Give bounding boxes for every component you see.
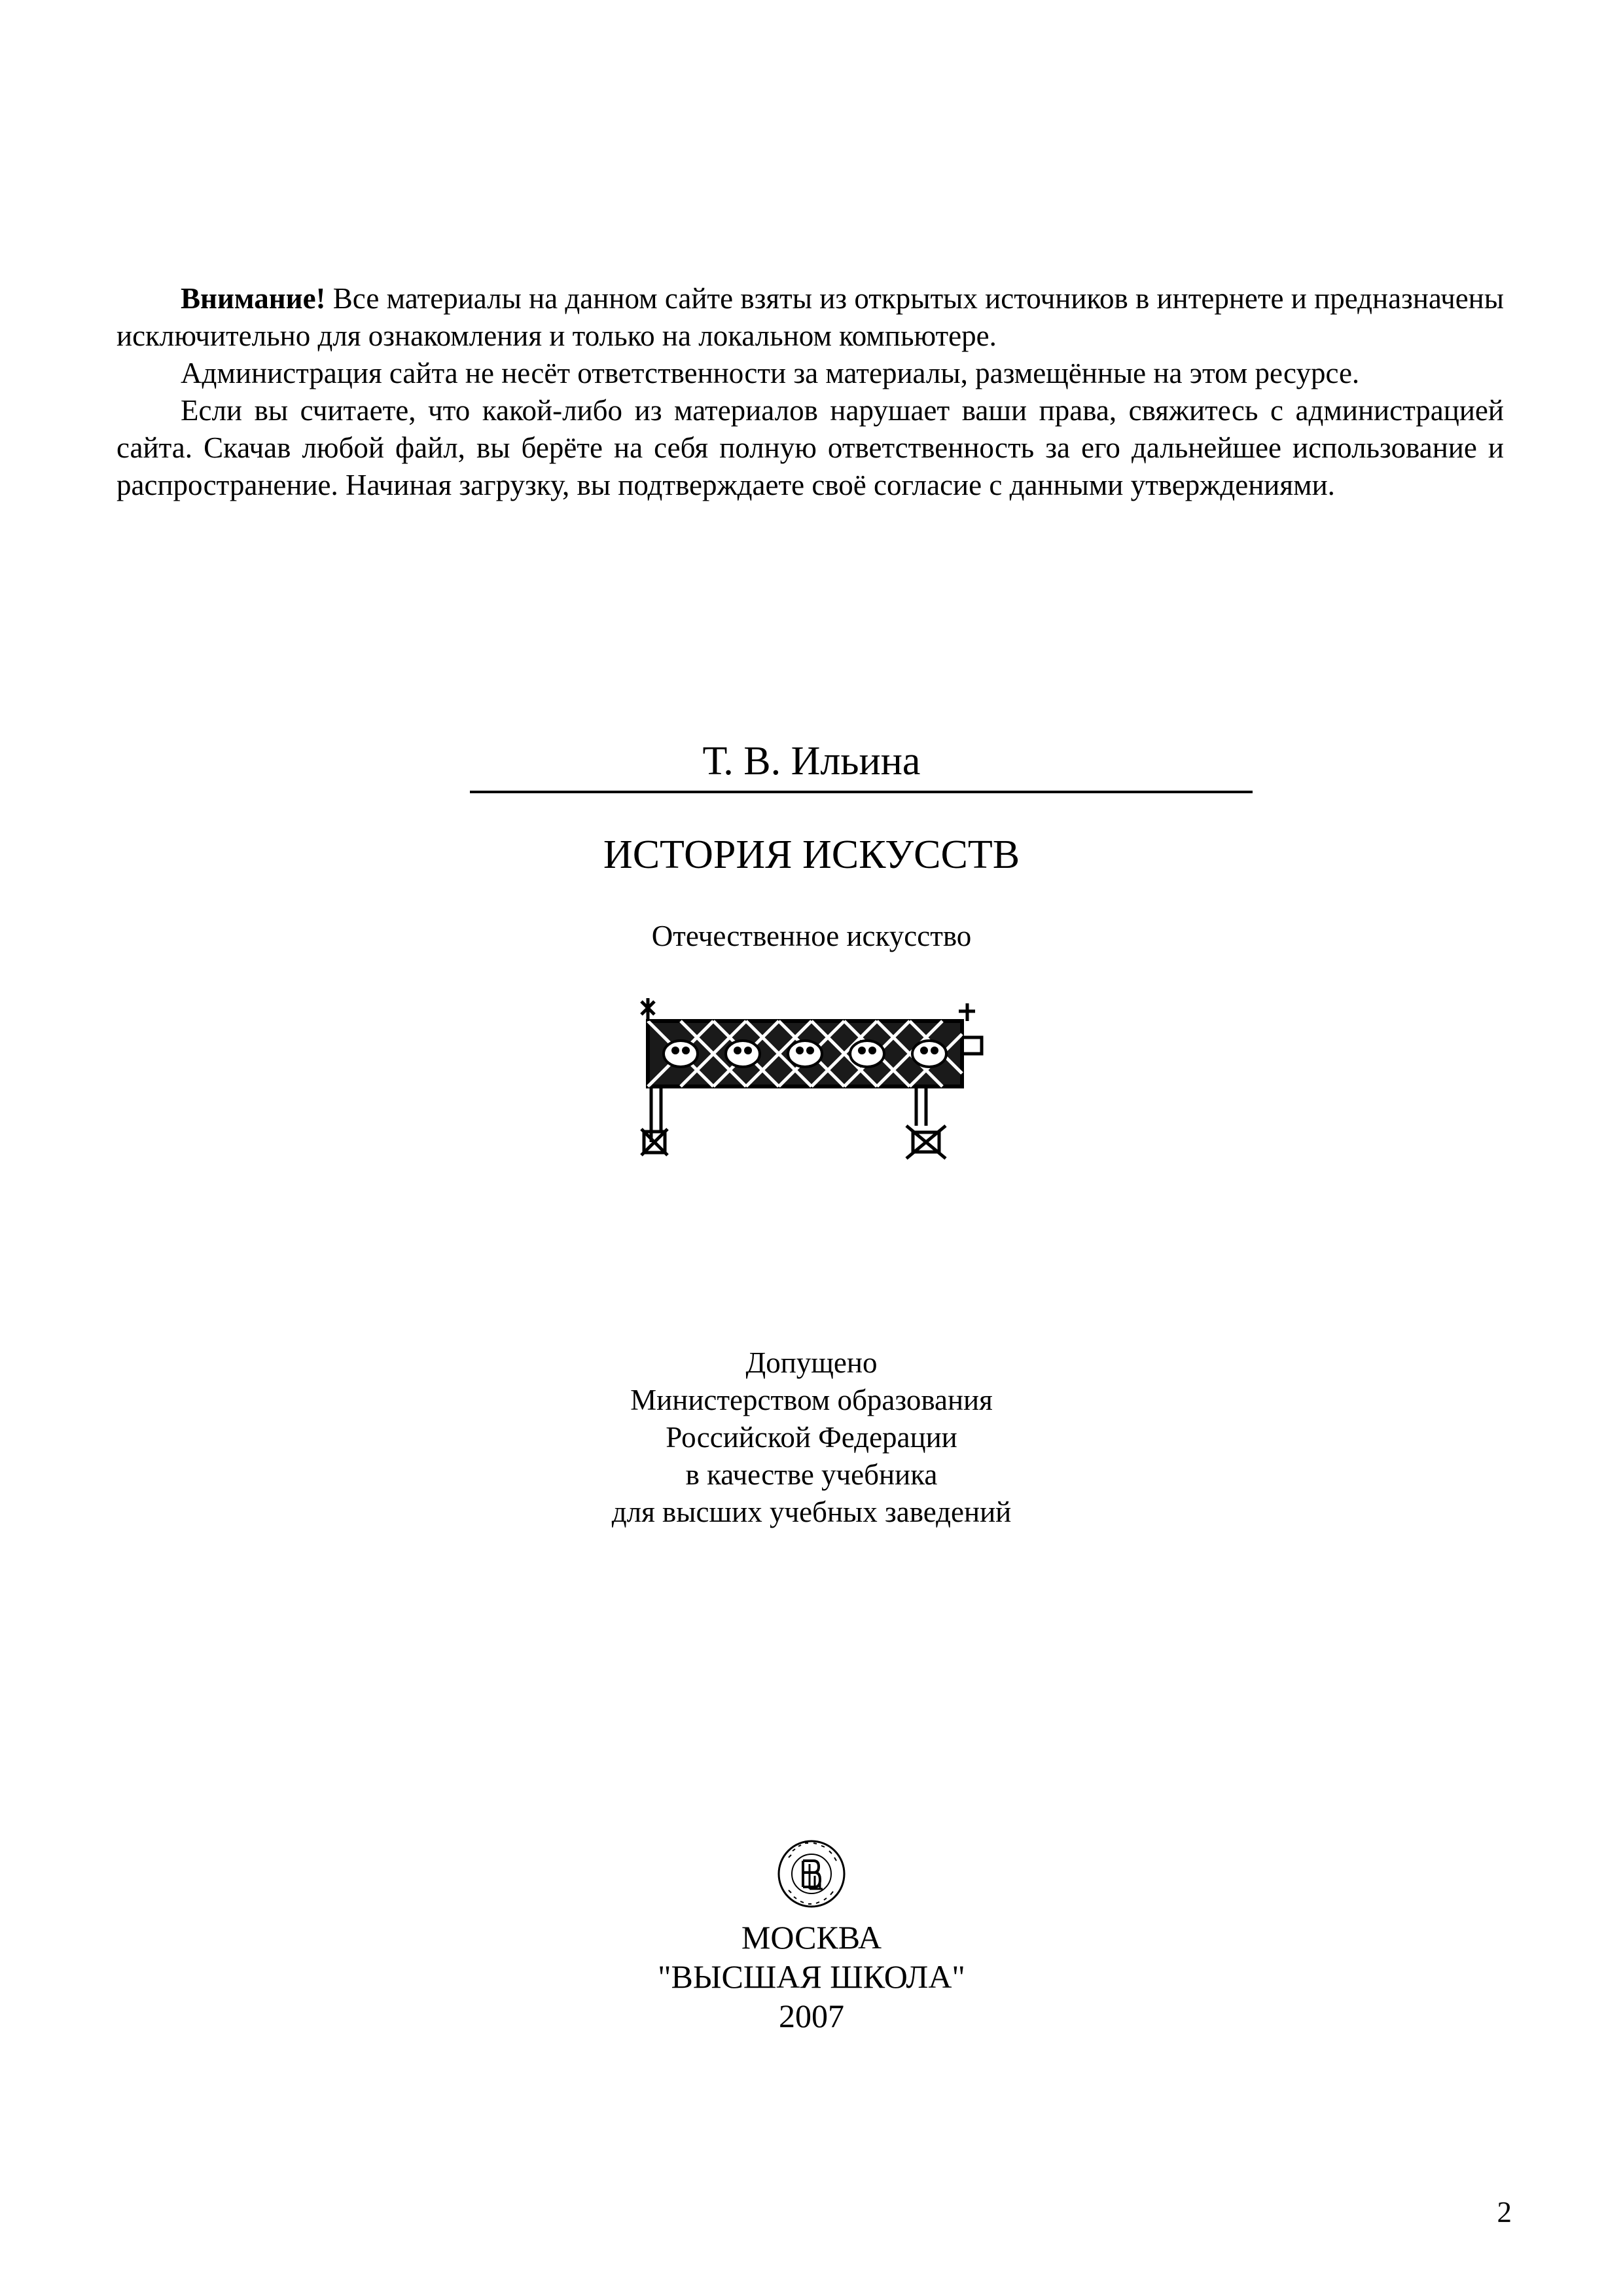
publisher-name: "ВЫСШАЯ ШКОЛА" xyxy=(658,1958,965,1995)
book-subtitle: Отечественное искусство xyxy=(651,920,972,952)
approval-line: Допущено xyxy=(745,1346,878,1379)
book-title: ИСТОРИЯ ИСКУССТВ xyxy=(603,833,1020,877)
approval-line: в качестве учебника xyxy=(685,1458,938,1491)
author-name: Т. В. Ильина xyxy=(702,739,921,783)
disclaimer-paragraph-3: Если вы считаете, что какой-либо из материалов нарушает ваши права, свяжитесь с администрацией сайта. Скачав любой файл, вы берёте на себя полную ответственность за его дальнейшее использование и распространение. Начиная загрузку, вы подтверждаете своё согласие с данными утверждениями. xyxy=(116,394,1504,501)
approval-line: для высших учебных заведений xyxy=(611,1496,1012,1528)
approval-statement xyxy=(0,1344,1623,1531)
approval-line: Министерством образования xyxy=(630,1384,993,1416)
disclaimer-paragraph-2: Администрация сайта не несёт ответственности за материалы, размещённые на этом ресурсе. xyxy=(181,357,1360,389)
disclaimer-text-1: Все материалы на данном сайте взяты из открытых источников в интернете и предназначены исключительно для ознакомления и только на локальном компьютере. xyxy=(116,282,1504,352)
publisher-city: МОСКВА xyxy=(741,1919,882,1956)
publisher-imprint xyxy=(0,1918,1623,2036)
approval-line: Российской Федерации xyxy=(666,1421,957,1454)
disclaimer-paragraph-1 xyxy=(116,280,1504,355)
celtic-knot-ornament-icon xyxy=(635,998,988,1162)
title-divider xyxy=(470,791,1253,793)
page-number: 2 xyxy=(1497,2196,1512,2229)
publication-year: 2007 xyxy=(779,1998,844,2034)
attention-label: Внимание! xyxy=(181,282,326,315)
disclaimer-notice xyxy=(116,280,1504,504)
publisher-logo-icon xyxy=(776,1838,847,1910)
